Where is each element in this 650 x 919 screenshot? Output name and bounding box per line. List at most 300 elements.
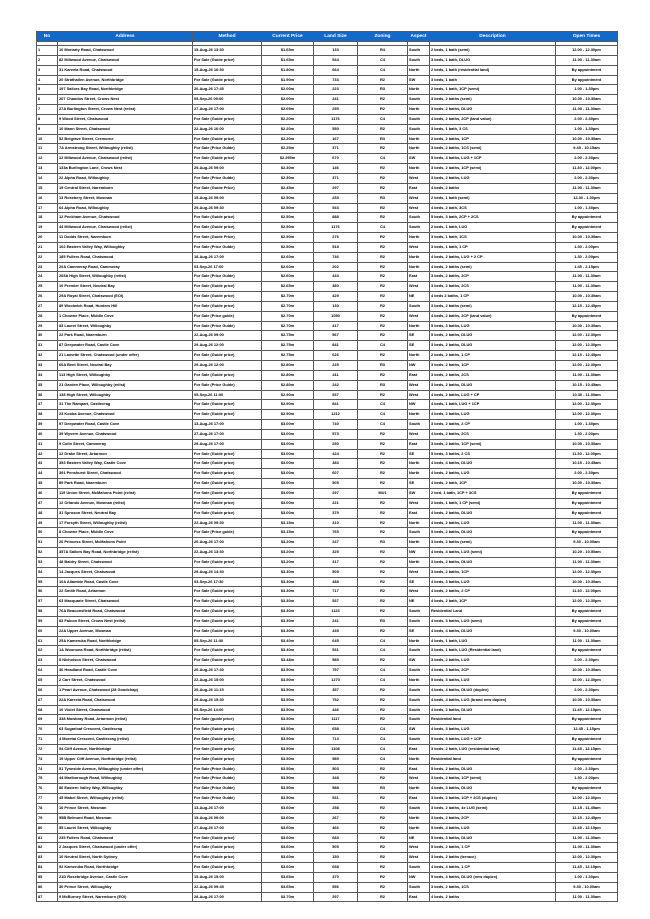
method-cell: For Sale (Price Guide) — [193, 272, 262, 282]
address-cell: 113 High Street, Willoughby — [58, 370, 193, 380]
zoning-cell: R2 — [358, 607, 408, 617]
land-size-cell: 503 — [314, 764, 358, 774]
description-cell: 3 beds, 2 baths, LUG — [430, 173, 556, 183]
price-cell: $3.30m — [262, 597, 314, 607]
method-cell: 20-Aug-26 17:45 — [193, 85, 262, 95]
description-cell: 4 beds, 4 baths, DLUG — [430, 459, 556, 469]
table-row — [37, 735, 618, 745]
zoning-cell: R2 — [358, 370, 408, 380]
land-size-cell: 550 — [314, 124, 358, 134]
table-row — [37, 282, 618, 292]
land-size-cell: 130 — [314, 301, 358, 311]
aspect-cell: SW — [408, 656, 430, 666]
aspect-cell: North — [408, 813, 430, 823]
header-description: Description — [430, 32, 556, 42]
table-row — [37, 301, 618, 311]
price-cell: $2.20m — [262, 124, 314, 134]
row-number: 68 — [37, 705, 58, 715]
row-number: 33 — [37, 361, 58, 371]
description-cell: 4 beds, 4 baths, DLUG — [430, 626, 556, 636]
address-cell: 64 Alpha Road, Willoughby — [58, 203, 193, 213]
row-number: 79 — [37, 813, 58, 823]
table-row — [37, 508, 618, 518]
zoning-cell: R2 — [358, 449, 408, 459]
address-cell: 8 Chowne Place, Middle Cove — [58, 528, 193, 538]
description-cell: 5 beds, 2 baths, 1 CP — [430, 843, 556, 853]
row-number: 22 — [37, 252, 58, 262]
row-number: 10 — [37, 134, 58, 144]
header-method: Method — [193, 32, 262, 42]
price-cell: $3.50m — [262, 695, 314, 705]
zoning-cell: R2 — [358, 233, 408, 243]
land-size-cell: 253 — [314, 193, 358, 203]
open-times-cell: 2.00 - 2.30pm — [556, 656, 618, 666]
description-cell: 4 beds, 3 baths, LUG — [430, 577, 556, 587]
row-number: 17 — [37, 203, 58, 213]
address-cell: 1 Pearl Avenue, Chatswood (28 Goodchap) — [58, 685, 193, 695]
method-cell: For Sale (Guide price) — [193, 154, 262, 164]
description-cell: 4 beds, 2 baths (semi) — [430, 262, 556, 272]
row-number: 32 — [37, 351, 58, 361]
description-cell: 4 beds, 2 baths, LUG — [430, 410, 556, 420]
open-times-cell: 11.00 - 11.30am — [556, 892, 618, 902]
open-times-cell: 12.00 - 12.30pm — [556, 410, 618, 420]
zoning-cell: C4 — [358, 341, 408, 351]
land-size-cell: 424 — [314, 449, 358, 459]
method-cell: For Sale (Guide price) — [193, 744, 262, 754]
land-size-cell: 733 — [314, 75, 358, 85]
table-row — [37, 321, 618, 331]
price-cell: $3.60m — [262, 813, 314, 823]
table-row — [37, 676, 618, 686]
method-cell: For Sale (Guide price) — [193, 55, 262, 65]
price-cell: $3.50m — [262, 676, 314, 686]
row-number: 42 — [37, 449, 58, 459]
price-cell: $2.20m — [262, 114, 314, 124]
row-number: 62 — [37, 646, 58, 656]
zoning-cell: R2 — [358, 705, 408, 715]
open-times-cell: By appointment — [556, 488, 618, 498]
price-cell: $3.50m — [262, 754, 314, 764]
table-row — [37, 803, 618, 813]
zoning-cell: R2 — [358, 528, 408, 538]
aspect-cell: South — [408, 705, 430, 715]
row-number: 25 — [37, 282, 58, 292]
method-cell: For Sale (Guide price) — [193, 754, 262, 764]
description-cell: 4 beds 2 baths, 1 CP — [430, 292, 556, 302]
table-row — [37, 705, 618, 715]
aspect-cell: West — [408, 498, 430, 508]
zoning-cell: R2 — [358, 95, 408, 105]
description-cell: 5 beds, 2 baths, DLUG — [430, 764, 556, 774]
row-number: 36 — [37, 390, 58, 400]
open-times-cell: By appointment — [556, 528, 618, 538]
price-cell: $2.75m — [262, 351, 314, 361]
open-times-cell: 1.00 - 1.30pm — [556, 872, 618, 882]
table-row — [37, 134, 618, 144]
aspect-cell: West — [408, 173, 430, 183]
method-cell: 05-Sep-26 11:00 — [193, 390, 262, 400]
land-size-cell: 841 — [314, 400, 358, 410]
address-cell: 12 Drake Street, Artarmon — [58, 449, 193, 459]
land-size-cell: 1212 — [314, 410, 358, 420]
land-size-cell: 683 — [314, 833, 358, 843]
zoning-cell: R2 — [358, 469, 408, 479]
aspect-cell: North — [408, 321, 430, 331]
price-cell: $2.70m — [262, 292, 314, 302]
description-cell: 4 beds, 4 baths, 1 CP — [430, 863, 556, 873]
description-cell: 5 beds, 3 baths, LUG — [430, 676, 556, 686]
row-number: 41 — [37, 439, 58, 449]
table-row — [37, 843, 618, 853]
description-cell: 3 beds, 2 baths, 1CP — [430, 567, 556, 577]
land-size-cell: 752 — [314, 695, 358, 705]
address-cell: 19 Central Street, Naremburn — [58, 183, 193, 193]
method-cell: For Sale (Guide price) — [193, 134, 262, 144]
description-cell: 2 bed, 1 bath, 1CP + 3CS — [430, 488, 556, 498]
address-cell: 21 Lamette Street, Chatswood (under offer) — [58, 351, 193, 361]
open-times-cell: 11.45 - 12.15pm — [556, 744, 618, 754]
method-cell: For Sale (Guide price) — [193, 449, 262, 459]
method-cell: For Sale (guide price) — [193, 715, 262, 725]
aspect-cell: North — [408, 676, 430, 686]
address-cell: 48 Baldry Street, Chatswood — [58, 557, 193, 567]
open-times-cell: 10.00 - 10.30am — [556, 695, 618, 705]
open-times-cell: 11.00 - 11.30am — [556, 272, 618, 282]
zoning-cell: R2 — [358, 764, 408, 774]
method-cell: For Sale (Guide Price) — [193, 233, 262, 243]
table-row — [37, 400, 618, 410]
land-size-cell: 411 — [314, 370, 358, 380]
address-cell: 25A Kameruka Road, Northbridge — [58, 636, 193, 646]
table-row — [37, 439, 618, 449]
zoning-cell: R2 — [358, 656, 408, 666]
method-cell: 29-Aug-26 11:15 — [193, 685, 262, 695]
table-row — [37, 892, 618, 902]
zoning-cell: R2 — [358, 823, 408, 833]
land-size-cell: 797 — [314, 666, 358, 676]
price-cell: $3.15m — [262, 518, 314, 528]
method-cell: 20-Aug-26 17:00 — [193, 538, 262, 548]
aspect-cell: North — [408, 164, 430, 174]
row-number: 78 — [37, 803, 58, 813]
address-cell: 19 Upper Cliff Avenue, Northbridge (relist) — [58, 754, 193, 764]
address-cell: 11 Dodds Street, Naremburn — [58, 233, 193, 243]
zoning-cell: R2 — [358, 429, 408, 439]
zoning-cell: R2 — [358, 685, 408, 695]
method-cell: For Sale (Guide price) — [193, 410, 262, 420]
price-cell: $3.20m — [262, 538, 314, 548]
price-cell: $3.48m — [262, 656, 314, 666]
description-cell: 3 beds, 2 baths (semi) — [430, 95, 556, 105]
open-times-cell: 12.00 - 12.30pm — [556, 46, 618, 56]
description-cell: 2 beds, 1 bath (semi) — [430, 193, 556, 203]
open-times-cell: 9.45 - 10.15am — [556, 144, 618, 154]
address-cell: 10 Moriarty Road, Chatswood — [58, 46, 193, 56]
aspect-cell: South — [408, 863, 430, 873]
description-cell: 4 beds, 4 baths, LUG (semi) — [430, 548, 556, 558]
table-row — [37, 872, 618, 882]
aspect-cell: NW — [408, 361, 430, 371]
description-cell: 3 beds, 2 baths, 1CP — [430, 361, 556, 371]
aspect-cell: South — [408, 882, 430, 892]
price-cell: $3.50m — [262, 784, 314, 794]
row-number: 2 — [37, 55, 58, 65]
method-cell: For Sale (Price guide) — [193, 311, 262, 321]
aspect-cell: South — [408, 803, 430, 813]
table-row — [37, 597, 618, 607]
aspect-cell: SW — [408, 725, 430, 735]
price-cell: $3.60m — [262, 803, 314, 813]
price-cell: $2.65m — [262, 282, 314, 292]
zoning-cell: C4 — [358, 725, 408, 735]
description-cell: 3 beds, 2 baths, 1CS — [430, 882, 556, 892]
row-number: 39 — [37, 420, 58, 430]
table-row — [37, 193, 618, 203]
open-times-cell: 10.00 - 10.30am — [556, 233, 618, 243]
method-cell: For Sale (Guide price) — [193, 213, 262, 223]
method-cell: For Sale (Guide price) — [193, 557, 262, 567]
open-times-cell: 9.30 - 10.00am — [556, 538, 618, 548]
address-cell: 338 Mowbray Road, Artarmon (relist) — [58, 715, 193, 725]
table-row — [37, 262, 618, 272]
zoning-cell: R2 — [358, 479, 408, 489]
row-number: 52 — [37, 548, 58, 558]
open-times-cell: By appointment — [556, 616, 618, 626]
price-cell: $2.60m — [262, 252, 314, 262]
table-row — [37, 331, 618, 341]
table-row — [37, 567, 618, 577]
price-cell: $2.60m — [262, 262, 314, 272]
price-cell: $3.50m — [262, 744, 314, 754]
table-row — [37, 361, 618, 371]
open-times-cell: 2.00 - 2.30pm — [556, 154, 618, 164]
open-times-cell: 11.00 - 11.30am — [556, 55, 618, 65]
table-row — [37, 685, 618, 695]
aspect-cell: SE — [408, 331, 430, 341]
open-times-cell: 1.00 - 1.30pm — [556, 124, 618, 134]
description-cell: 3 beds, 2 baths, 1CS (semi) — [430, 144, 556, 154]
land-size-cell: 585 — [314, 656, 358, 666]
header-address: Address — [58, 32, 193, 42]
table-row — [37, 46, 618, 56]
price-cell: $3.50m — [262, 735, 314, 745]
method-cell: 27-Aug-26 17:00 — [193, 429, 262, 439]
address-cell: 235 Fullers Road, Chatswood — [58, 833, 193, 843]
open-times-cell: 10.15 - 10.45am — [556, 380, 618, 390]
address-cell: 357A Sailors Bay Road, Northbridge (relist) — [58, 548, 193, 558]
land-size-cell: 537 — [314, 390, 358, 400]
description-cell: 4 beds, 1 bath, LUG — [430, 636, 556, 646]
row-number: 50 — [37, 528, 58, 538]
zoning-cell: C4 — [358, 744, 408, 754]
row-number: 30 — [37, 331, 58, 341]
method-cell: For Sale (Guide Price) — [193, 183, 262, 193]
price-cell: $3.00m — [262, 420, 314, 430]
address-cell: 12 Millwood Avenue, Chatswood (relist) — [58, 154, 193, 164]
description-cell: 4 beds, 4 baths, DLUG (duplex) — [430, 685, 556, 695]
price-cell: $3.70m — [262, 892, 314, 902]
aspect-cell: South — [408, 646, 430, 656]
method-cell: For Sale (Guide price) — [193, 498, 262, 508]
row-number: 63 — [37, 656, 58, 666]
description-cell: 5 beds, 3 bath, 2CP + 2CS — [430, 213, 556, 223]
price-cell: $3.00m — [262, 469, 314, 479]
description-cell: 2 beds, 1 bath (residential land) — [430, 65, 556, 75]
land-size-cell: 544 — [314, 55, 358, 65]
description-cell: 5 beds, 2 baths, DLUG — [430, 528, 556, 538]
aspect-cell: North — [408, 823, 430, 833]
zoning-cell: R2 — [358, 833, 408, 843]
row-number: 23 — [37, 262, 58, 272]
address-cell: 44 Millwood Avenue, Chatswood (relist) — [58, 223, 193, 233]
table-row — [37, 65, 618, 75]
table-row — [37, 607, 618, 617]
price-cell: $2.295m — [262, 154, 314, 164]
aspect-cell: South — [408, 301, 430, 311]
description-cell: 2 beds, 1 bath, LUG — [430, 223, 556, 233]
table-row — [37, 498, 618, 508]
address-cell: 31 The Rampart, Castlecrag — [58, 400, 193, 410]
open-times-cell: 10.00 - 10.30am — [556, 577, 618, 587]
land-size-cell: 746 — [314, 252, 358, 262]
listings-sheet — [36, 31, 617, 902]
row-number: 40 — [37, 429, 58, 439]
table-row — [37, 695, 618, 705]
price-cell: $3.65m — [262, 882, 314, 892]
price-cell: $3.50m — [262, 685, 314, 695]
zoning-cell: R4 — [358, 46, 408, 56]
zoning-cell: C4 — [358, 114, 408, 124]
price-cell: $3.30m — [262, 626, 314, 636]
description-cell: 5 beds, 4 baths, LUG — [430, 823, 556, 833]
table-row — [37, 666, 618, 676]
description-cell: 4 beds, 3 baths, 2CP — [430, 666, 556, 676]
table-row — [37, 813, 618, 823]
address-cell: 51 Tyneside Avenue, Willoughby (under offer) — [58, 764, 193, 774]
table-row — [37, 351, 618, 361]
price-cell: $3.60m — [262, 823, 314, 833]
land-size-cell: 258 — [314, 803, 358, 813]
description-cell: 3 beds, 2 baths, 1CP (semi) — [430, 439, 556, 449]
aspect-cell: West — [408, 587, 430, 597]
row-number: 60 — [37, 626, 58, 636]
land-size-cell: 713 — [314, 735, 358, 745]
table-row — [37, 557, 618, 567]
price-cell: $3.20m — [262, 557, 314, 567]
open-times-cell: By appointment — [556, 646, 618, 656]
land-size-cell: 255 — [314, 105, 358, 115]
method-cell: For Sale (Price Guide) — [193, 794, 262, 804]
address-cell: 9 McBurney Street, Naremburn (EOI) — [58, 892, 193, 902]
open-times-cell: 11.00 - 11.30am — [556, 105, 618, 115]
land-size-cell: 276 — [314, 233, 358, 243]
row-number: 48 — [37, 508, 58, 518]
method-cell: 05-Sep-26 11:30 — [193, 636, 262, 646]
price-cell: $2.50m — [262, 203, 314, 213]
land-size-cell: 247 — [314, 538, 358, 548]
description-cell: 3 beds, 2 baths, DLUG — [430, 341, 556, 351]
aspect-cell: North — [408, 754, 430, 764]
aspect-cell: South — [408, 685, 430, 695]
address-cell: 52 Belgrave Street, Cremorne — [58, 134, 193, 144]
table-row — [37, 449, 618, 459]
table-row — [37, 292, 618, 302]
address-cell: 63 Sugarloaf Crescent, Castlecrag — [58, 725, 193, 735]
open-times-cell: 12.00 - 12.30pm — [556, 400, 618, 410]
land-size-cell: 446 — [314, 705, 358, 715]
address-cell: 76A Beaconsfield Road, Chatswood — [58, 607, 193, 617]
open-times-cell: 12.00 - 12.30pm — [556, 853, 618, 863]
description-cell: 3 beds, 2 baths, LUG — [430, 656, 556, 666]
price-cell: $2.75m — [262, 331, 314, 341]
row-number: 14 — [37, 173, 58, 183]
description-cell: 2 beds, 2 baths, 1 CP — [430, 351, 556, 361]
zoning-cell: R2 — [358, 331, 408, 341]
aspect-cell: North — [408, 252, 430, 262]
aspect-cell: North — [408, 134, 430, 144]
description-cell: 4 beds, 3 baths, LUG — [430, 725, 556, 735]
row-number: 65 — [37, 676, 58, 686]
row-number: 51 — [37, 538, 58, 548]
zoning-cell: R2 — [358, 144, 408, 154]
zoning-cell: R3 — [358, 193, 408, 203]
description-cell: 4 beds, 2 baths — [430, 892, 556, 902]
table-row — [37, 853, 618, 863]
method-cell: 28-Aug-26 17:00 — [193, 892, 262, 902]
table-row — [37, 370, 618, 380]
row-number: 13 — [37, 164, 58, 174]
method-cell: For Sale (Guide price) — [193, 616, 262, 626]
address-cell: 1A Woonona Road, Northbridge (relist) — [58, 646, 193, 656]
aspect-cell: West — [408, 242, 430, 252]
method-cell: For Sale (Guide price) — [193, 833, 262, 843]
open-times-cell: 12.15 - 12.45pm — [556, 813, 618, 823]
aspect-cell: North — [408, 85, 430, 95]
price-cell: $3.50m — [262, 764, 314, 774]
row-number: 47 — [37, 498, 58, 508]
price-cell: $2.30m — [262, 173, 314, 183]
land-size-cell: 573 — [314, 429, 358, 439]
open-times-cell: 10.00 - 10.30am — [556, 439, 618, 449]
land-size-cell: 664 — [314, 65, 358, 75]
zoning-cell: R2 — [358, 597, 408, 607]
zoning-cell: R2 — [358, 242, 408, 252]
description-cell: 2 beds, 1 bath, 1CP (semi) — [430, 85, 556, 95]
zoning-cell: R2 — [358, 774, 408, 784]
open-times-cell: 11.00 - 11.30am — [556, 636, 618, 646]
address-cell: 22 Alpha Road, Willoughby — [58, 173, 193, 183]
table-row — [37, 459, 618, 469]
price-cell: $3.00m — [262, 439, 314, 449]
description-cell: 3 beds, 1 bath, 1 CP — [430, 242, 556, 252]
table-row — [37, 479, 618, 489]
open-times-cell: 10.30 - 11.00am — [556, 390, 618, 400]
zoning-cell: R2 — [358, 105, 408, 115]
aspect-cell: East — [408, 744, 430, 754]
aspect-cell: North — [408, 351, 430, 361]
open-times-cell: 12.45 - 1.15pm — [556, 725, 618, 735]
land-size-cell: 429 — [314, 292, 358, 302]
zoning-cell: R2 — [358, 390, 408, 400]
description-cell: 3 beds, 2 baths, 2CS — [430, 370, 556, 380]
address-cell: 89 Park Road, Naremburn — [58, 479, 193, 489]
land-size-cell: 1117 — [314, 715, 358, 725]
price-cell: $3.30m — [262, 587, 314, 597]
address-cell: 30 Prince Street, Willoughby — [58, 882, 193, 892]
method-cell: For Sale (Guide price) — [193, 725, 262, 735]
land-size-cell: 488 — [314, 577, 358, 587]
